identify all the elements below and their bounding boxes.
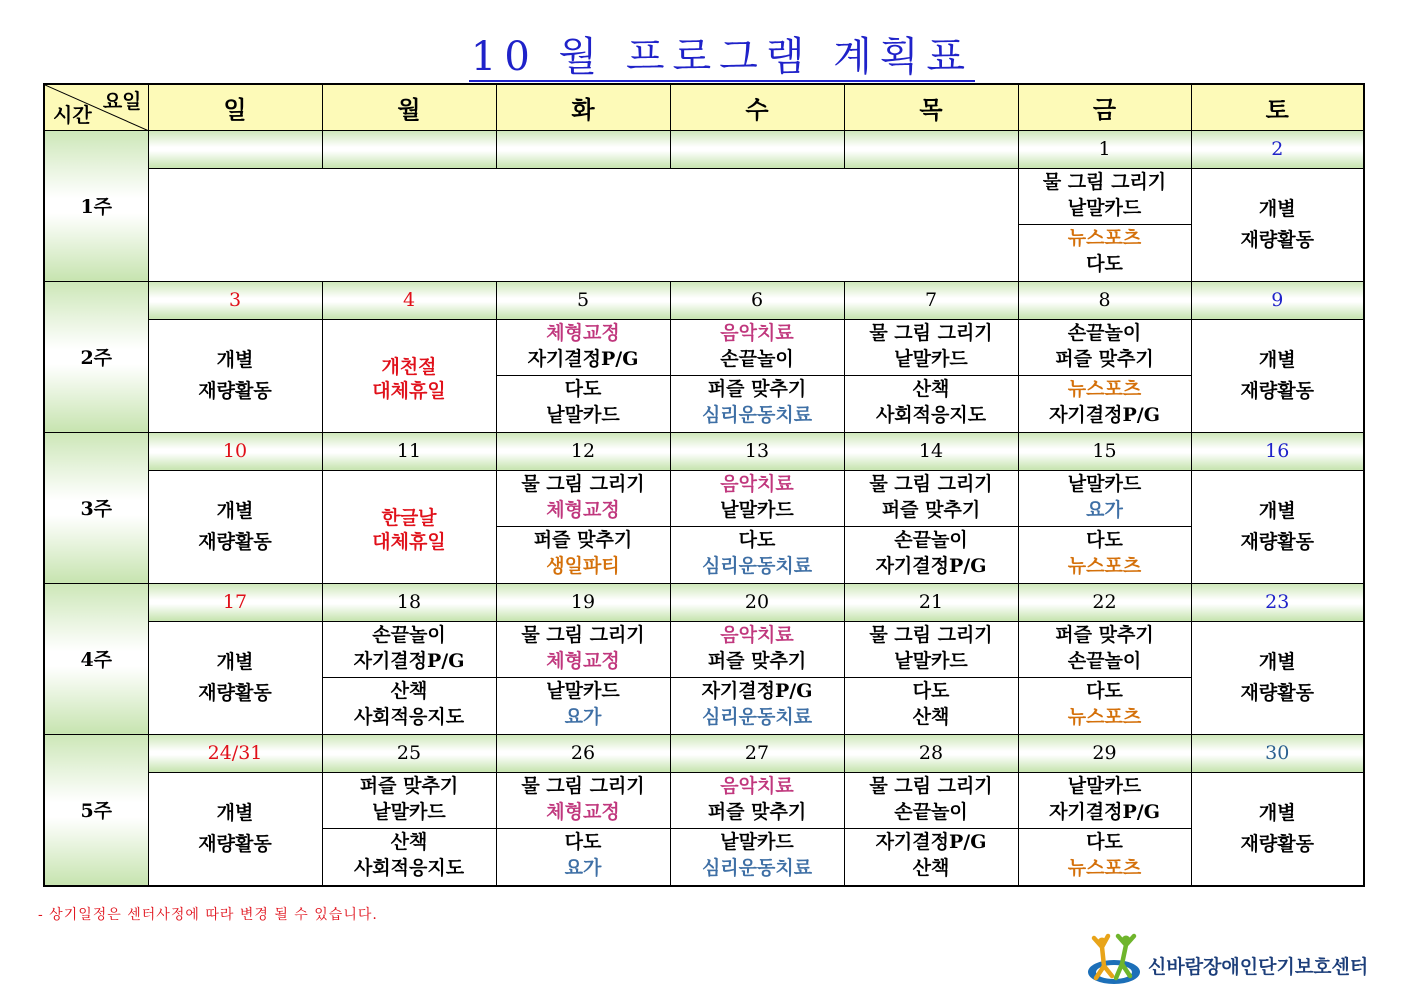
activity: 손끝놀이 (894, 528, 968, 551)
activity: 뉴스포츠 (1067, 856, 1142, 879)
activity: 퍼즐 맞추기 (1055, 347, 1154, 370)
date-cell (496, 130, 670, 168)
week4-date-row (44, 583, 1364, 621)
date-cell: 17 (148, 583, 322, 621)
activity: 뉴스포츠 (1067, 705, 1142, 728)
activity: 다도 (1086, 679, 1123, 702)
activity: 퍼즐 맞추기 (533, 528, 633, 551)
activity: 재량활동 (1240, 530, 1314, 553)
activity: 손끝놀이 (372, 623, 446, 646)
activity: 손끝놀이 (1067, 321, 1142, 344)
activity: 물 그림 그리기 (869, 774, 993, 797)
date-cell (148, 130, 322, 168)
activity: 사회적응지도 (353, 705, 465, 728)
date-cell: 26 (496, 734, 670, 772)
activity: 다도 (564, 830, 602, 853)
date-cell: 29 (1018, 734, 1191, 772)
activity: 음악치료 (720, 321, 794, 344)
week-label: 1주 (44, 130, 148, 281)
activity-cell (670, 621, 844, 734)
activity: 자기결정P/G (875, 554, 987, 577)
date-cell: 20 (670, 583, 844, 621)
activity: 뉴스포츠 (1067, 554, 1142, 577)
header-thu: 목 (844, 84, 1018, 130)
activity: 퍼즐 맞추기 (707, 649, 807, 672)
activity: 퍼즐 맞추기 (707, 377, 807, 400)
activity: 생일파티 (546, 554, 620, 577)
activity-cell (1191, 772, 1364, 886)
activity: 산책 (390, 679, 428, 702)
date-cell: 23 (1191, 583, 1364, 621)
week3-activity-row (44, 470, 1364, 583)
activity: 다도 (1086, 830, 1123, 853)
activity-cell (496, 470, 670, 583)
empty-cell (148, 168, 1018, 281)
activity: 퍼즐 맞추기 (707, 800, 807, 823)
activity: 재량활동 (198, 379, 272, 402)
date-cell: 12 (496, 432, 670, 470)
header-tue: 화 (496, 84, 670, 130)
activity: 다도 (1086, 528, 1123, 551)
date-cell: 3 (148, 281, 322, 319)
activity: 재량활동 (1240, 832, 1314, 855)
activity-cell (496, 319, 670, 432)
activity-cell (1191, 470, 1364, 583)
week-label: 3주 (44, 432, 148, 583)
activity-cell (844, 772, 1018, 886)
activity: 재량활동 (198, 530, 272, 553)
date-cell: 6 (670, 281, 844, 319)
holiday-label: 대체휴일 (372, 380, 446, 402)
activity: 낱말카드 (546, 403, 620, 426)
week2-date-row (44, 281, 1364, 319)
week1-activity-row (44, 168, 1364, 281)
activity: 낱말카드 (894, 347, 968, 370)
activity: 심리운동치료 (701, 705, 813, 728)
activity-cell (148, 470, 322, 583)
date-cell: 1 (1018, 130, 1191, 168)
activity: 산책 (912, 856, 950, 879)
date-cell: 13 (670, 432, 844, 470)
activity: 사회적응지도 (353, 856, 465, 879)
activity: 음악치료 (720, 623, 794, 646)
activity: 뉴스포츠 (1067, 226, 1142, 249)
activity-cell (1191, 319, 1364, 432)
activity: 다도 (564, 377, 602, 400)
activity: 산책 (912, 705, 950, 728)
week-label: 4주 (44, 583, 148, 734)
activity: 다도 (738, 528, 776, 551)
header-sun: 일 (148, 84, 322, 130)
date-cell: 30 (1191, 734, 1364, 772)
activity: 뉴스포츠 (1067, 377, 1142, 400)
holiday-cell (322, 470, 496, 583)
activity: 낱말카드 (1067, 196, 1142, 219)
date-cell: 25 (322, 734, 496, 772)
week4-activity-row (44, 621, 1364, 734)
program-calendar-table (43, 83, 1365, 887)
date-cell: 21 (844, 583, 1018, 621)
footnote: - 상기일정은 센터사정에 따라 변경 될 수 있습니다. (38, 907, 378, 923)
corner-day-label: 요일 (102, 89, 142, 113)
activity: 손끝놀이 (1067, 649, 1142, 672)
activity-cell (322, 772, 496, 886)
activity: 심리운동치료 (701, 403, 813, 426)
week-label: 5주 (44, 734, 148, 886)
holiday-label: 개천절 (381, 356, 437, 378)
date-cell: 2 (1191, 130, 1364, 168)
activity: 음악치료 (720, 774, 794, 797)
date-cell: 16 (1191, 432, 1364, 470)
activity-cell (844, 319, 1018, 432)
activity: 개별 (1258, 650, 1296, 673)
activity-cell (1018, 772, 1191, 886)
activity: 재량활동 (198, 681, 272, 704)
date-cell: 22 (1018, 583, 1191, 621)
activity: 산책 (912, 377, 950, 400)
holiday-label: 대체휴일 (372, 531, 446, 553)
center-logo (1086, 932, 1369, 990)
date-cell: 4 (322, 281, 496, 319)
header-wed: 수 (670, 84, 844, 130)
activity: 체형교정 (546, 321, 620, 344)
activity: 낱말카드 (720, 830, 794, 853)
date-cell: 27 (670, 734, 844, 772)
date-cell: 9 (1191, 281, 1364, 319)
holiday-label: 한글날 (381, 507, 437, 529)
activity-cell (1018, 621, 1191, 734)
activity: 심리운동치료 (701, 856, 813, 879)
week-label: 2주 (44, 281, 148, 432)
activity: 물 그림 그리기 (521, 774, 645, 797)
date-cell: 28 (844, 734, 1018, 772)
activity-cell (148, 319, 322, 432)
date-cell: 5 (496, 281, 670, 319)
activity: 체형교정 (546, 649, 620, 672)
activity: 재량활동 (1240, 681, 1314, 704)
activity: 낱말카드 (1067, 774, 1142, 797)
activity: 요가 (564, 856, 602, 879)
activity-cell (322, 621, 496, 734)
activity: 퍼즐 맞추기 (1055, 623, 1154, 646)
activity: 재량활동 (1240, 379, 1314, 402)
activity: 심리운동치료 (701, 554, 813, 577)
activity-cell (1191, 168, 1364, 281)
activity: 개별 (1258, 801, 1296, 824)
header-row (44, 84, 1364, 130)
holiday-cell (322, 319, 496, 432)
activity: 물 그림 그리기 (869, 472, 993, 495)
activity-cell (844, 621, 1018, 734)
date-cell: 24/31 (148, 734, 322, 772)
activity-cell (1018, 319, 1191, 432)
activity: 체형교정 (546, 498, 620, 521)
activity-cell (496, 772, 670, 886)
date-cell (844, 130, 1018, 168)
activity-cell (496, 621, 670, 734)
logo-text: 신바람장애인단기보호센터 (1148, 956, 1369, 978)
activity: 자기결정P/G (527, 347, 639, 370)
date-cell: 10 (148, 432, 322, 470)
header-mon: 월 (322, 84, 496, 130)
date-cell: 14 (844, 432, 1018, 470)
activity: 퍼즐 맞추기 (359, 774, 459, 797)
header-fri: 금 (1018, 84, 1191, 130)
activity: 개별 (1258, 499, 1296, 522)
activity: 퍼즐 맞추기 (881, 498, 981, 521)
activity: 낱말카드 (720, 498, 794, 521)
activity: 재량활동 (1240, 228, 1314, 251)
activity: 물 그림 그리기 (869, 623, 993, 646)
date-cell: 18 (322, 583, 496, 621)
date-cell: 15 (1018, 432, 1191, 470)
activity: 다도 (1086, 252, 1123, 275)
activity: 개별 (216, 499, 254, 522)
activity: 낱말카드 (546, 679, 620, 702)
activity-cell (670, 470, 844, 583)
week1-date-row (44, 130, 1364, 168)
date-cell (322, 130, 496, 168)
activity-cell (670, 772, 844, 886)
activity-cell (148, 621, 322, 734)
page-title: 10 월 프로그램 계획표 (470, 34, 974, 80)
activity: 산책 (390, 830, 428, 853)
activity: 음악치료 (720, 472, 794, 495)
date-cell (670, 130, 844, 168)
activity: 손끝놀이 (720, 347, 794, 370)
activity: 요가 (1086, 498, 1123, 521)
activity-cell (148, 772, 322, 886)
activity: 개별 (1258, 348, 1296, 371)
activity: 물 그림 그리기 (869, 321, 993, 344)
date-cell: 7 (844, 281, 1018, 319)
activity: 낱말카드 (372, 800, 446, 823)
corner-time-label: 시간 (53, 102, 92, 127)
activity: 체형교정 (546, 800, 620, 823)
activity: 손끝놀이 (894, 800, 968, 823)
activity-cell (670, 319, 844, 432)
activity-cell (1191, 621, 1364, 734)
activity: 개별 (1258, 197, 1296, 220)
activity: 사회적응지도 (875, 403, 987, 426)
activity: 자기결정P/G (353, 649, 465, 672)
date-cell: 8 (1018, 281, 1191, 319)
corner-cell (44, 84, 148, 130)
activity: 자기결정P/G (875, 830, 987, 853)
activity-cell (844, 470, 1018, 583)
week2-activity-row (44, 319, 1364, 432)
activity: 낱말카드 (894, 649, 968, 672)
activity: 재량활동 (198, 832, 272, 855)
activity: 개별 (216, 650, 254, 673)
activity: 자기결정P/G (701, 679, 813, 702)
week5-date-row (44, 734, 1364, 772)
date-cell: 19 (496, 583, 670, 621)
activity: 물 그림 그리기 (521, 623, 645, 646)
activity: 개별 (216, 348, 254, 371)
activity: 요가 (564, 705, 602, 728)
week3-date-row (44, 432, 1364, 470)
activity: 낱말카드 (1067, 472, 1142, 495)
week5-activity-row (44, 772, 1364, 886)
activity: 개별 (216, 801, 254, 824)
activity-cell (1018, 470, 1191, 583)
activity: 물 그림 그리기 (521, 472, 645, 495)
activity: 자기결정P/G (1049, 403, 1160, 426)
people-logo-icon (1086, 932, 1146, 990)
activity-cell (1018, 168, 1191, 281)
activity: 다도 (912, 679, 950, 702)
date-cell: 11 (322, 432, 496, 470)
activity: 자기결정P/G (1049, 800, 1160, 823)
activity: 물 그림 그리기 (1042, 170, 1167, 193)
header-sat: 토 (1191, 84, 1364, 130)
